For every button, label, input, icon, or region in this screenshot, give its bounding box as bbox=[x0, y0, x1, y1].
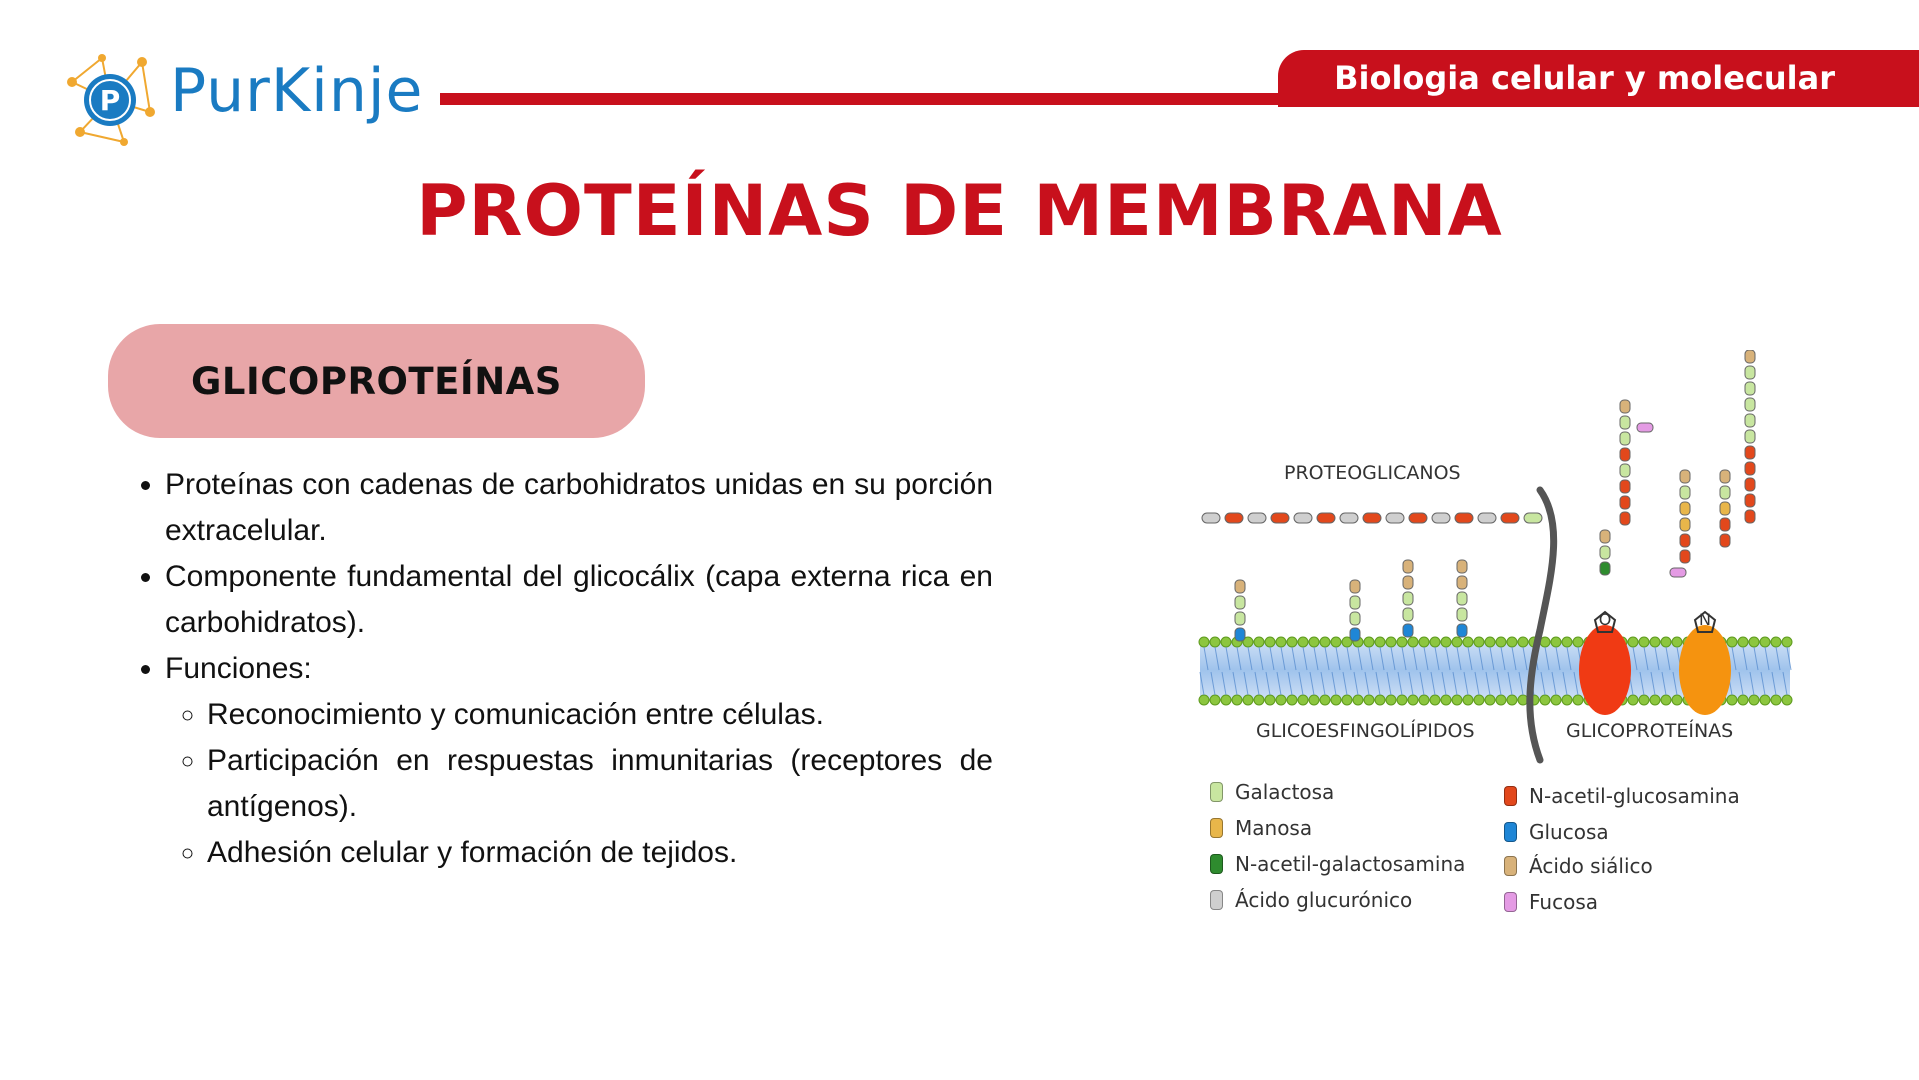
course-tab-label: Biologia celular y molecular bbox=[1334, 59, 1835, 97]
sugar-unit bbox=[1720, 470, 1730, 483]
sugar-unit bbox=[1235, 612, 1245, 625]
n-link-label: N bbox=[1699, 610, 1711, 629]
sugar-unit bbox=[1620, 480, 1630, 493]
sugar-unit bbox=[1432, 513, 1450, 523]
sugar-unit bbox=[1363, 513, 1381, 523]
lipid-head bbox=[1309, 637, 1319, 647]
section-pill-label: GLICOPROTEÍNAS bbox=[191, 359, 562, 403]
lipid-head bbox=[1408, 637, 1418, 647]
lipid-head bbox=[1628, 637, 1638, 647]
lipid-head bbox=[1463, 637, 1473, 647]
sugar-unit bbox=[1600, 562, 1610, 575]
lipid-head bbox=[1551, 695, 1561, 705]
sub-bullet-item: ◦ Reconocimiento y comunicación entre células. bbox=[207, 692, 993, 738]
lipid-head bbox=[1738, 695, 1748, 705]
sugar-unit bbox=[1637, 423, 1653, 432]
lipid-head bbox=[1199, 695, 1209, 705]
sugar-unit bbox=[1620, 496, 1630, 509]
lipid-head bbox=[1419, 695, 1429, 705]
sugar-unit bbox=[1248, 513, 1266, 523]
membrane-glycoprotein-figure bbox=[1180, 350, 1820, 914]
sugar-unit bbox=[1670, 568, 1686, 577]
sugar-unit bbox=[1680, 518, 1690, 531]
sugar-unit bbox=[1403, 624, 1413, 637]
lipid-head bbox=[1650, 695, 1660, 705]
lipid-head bbox=[1485, 637, 1495, 647]
glycoprotein-sugar-chains bbox=[1600, 350, 1755, 577]
bullet-item: • Proteínas con cadenas de carbohidratos unidas en su porción extracelular. bbox=[165, 462, 993, 554]
lipid-head bbox=[1672, 695, 1682, 705]
sugar-unit bbox=[1680, 550, 1690, 563]
sugar-unit bbox=[1457, 608, 1467, 621]
sugar-unit bbox=[1680, 470, 1690, 483]
sugar-unit bbox=[1350, 628, 1360, 641]
lipid-head bbox=[1364, 637, 1374, 647]
sugar-unit bbox=[1620, 448, 1630, 461]
sugar-unit bbox=[1620, 432, 1630, 445]
sugar-unit bbox=[1680, 502, 1690, 515]
lipid-head bbox=[1639, 637, 1649, 647]
lipid-head bbox=[1210, 695, 1220, 705]
sugar-unit bbox=[1745, 462, 1755, 475]
lipid-head bbox=[1485, 695, 1495, 705]
legend-acido-glucuronico: Ácido glucurónico bbox=[1210, 888, 1412, 912]
lipid-head bbox=[1749, 637, 1759, 647]
glycoprotein-o-linked bbox=[1579, 625, 1631, 715]
logo-wordmark: PurKinje bbox=[170, 56, 424, 126]
lipid-head bbox=[1782, 695, 1792, 705]
sugar-unit bbox=[1745, 494, 1755, 507]
lipid-head bbox=[1496, 637, 1506, 647]
lipid-head bbox=[1221, 637, 1231, 647]
sugar-unit bbox=[1478, 513, 1496, 523]
sugar-unit bbox=[1350, 612, 1360, 625]
sugar-unit bbox=[1235, 580, 1245, 593]
swatch bbox=[1210, 854, 1223, 874]
sugar-unit bbox=[1386, 513, 1404, 523]
lipid-head bbox=[1474, 637, 1484, 647]
sugar-unit bbox=[1720, 486, 1730, 499]
sugar-unit bbox=[1600, 546, 1610, 559]
sugar-unit bbox=[1455, 513, 1473, 523]
bullet-item bbox=[165, 646, 993, 876]
legend-n-acetil-galactosamina: N-acetil-galactosamina bbox=[1210, 852, 1465, 876]
lipid-head bbox=[1650, 637, 1660, 647]
lipid-head bbox=[1771, 637, 1781, 647]
sub-bullet-item: ◦ Participación en respuestas inmunitarias (receptores de antígenos). bbox=[207, 738, 993, 830]
svg-text:P: P bbox=[99, 84, 121, 117]
lipid-head bbox=[1562, 637, 1572, 647]
lipid-head bbox=[1276, 695, 1286, 705]
swatch bbox=[1504, 856, 1517, 876]
sugar-unit bbox=[1294, 513, 1312, 523]
lipid-head bbox=[1738, 637, 1748, 647]
proteoglycan-chain bbox=[1202, 513, 1542, 523]
sugar-unit bbox=[1403, 592, 1413, 605]
sugar-unit bbox=[1620, 512, 1630, 525]
sugar-unit bbox=[1745, 350, 1755, 363]
legend-n-acetil-glucosamina: N-acetil-glucosamina bbox=[1504, 784, 1740, 808]
sugar-unit bbox=[1350, 580, 1360, 593]
lipid-head bbox=[1573, 637, 1583, 647]
lipid-head bbox=[1320, 637, 1330, 647]
swatch bbox=[1504, 892, 1517, 912]
proteoglycan-core-protein bbox=[1530, 490, 1554, 760]
swatch bbox=[1210, 782, 1223, 802]
lipid-head bbox=[1265, 695, 1275, 705]
sugar-unit bbox=[1317, 513, 1335, 523]
lipid-head bbox=[1298, 637, 1308, 647]
lipid-head bbox=[1375, 695, 1385, 705]
sugar-unit bbox=[1403, 560, 1413, 573]
sugar-unit bbox=[1524, 513, 1542, 523]
lipid-head bbox=[1452, 695, 1462, 705]
lipid-head bbox=[1199, 637, 1209, 647]
lipid-head bbox=[1287, 637, 1297, 647]
glycosphingolipid-chains bbox=[1235, 560, 1467, 641]
lipid-head bbox=[1639, 695, 1649, 705]
label-proteoglicanos: PROTEOGLICANOS bbox=[1284, 462, 1461, 484]
lipid-head bbox=[1496, 695, 1506, 705]
lipid-head bbox=[1287, 695, 1297, 705]
sugar-unit bbox=[1745, 446, 1755, 459]
section-pill bbox=[108, 324, 645, 438]
lipid-head bbox=[1386, 637, 1396, 647]
lipid-head bbox=[1661, 695, 1671, 705]
neuron-logo-icon bbox=[62, 52, 158, 148]
purkinje-logo bbox=[62, 52, 422, 152]
sugar-unit bbox=[1720, 502, 1730, 515]
sugar-unit bbox=[1403, 576, 1413, 589]
lipid-head bbox=[1320, 695, 1330, 705]
lipid-head bbox=[1771, 695, 1781, 705]
sugar-unit bbox=[1501, 513, 1519, 523]
sub-bullet-item: ◦ Adhesión celular y formación de tejidos. bbox=[207, 830, 993, 876]
lipid-head bbox=[1727, 695, 1737, 705]
lipid-head bbox=[1342, 695, 1352, 705]
lipid-head bbox=[1331, 695, 1341, 705]
legend-fucosa: Fucosa bbox=[1504, 890, 1598, 914]
bullet-item: • Componente fundamental del glicocálix (capa externa rica en carbohidratos). bbox=[165, 554, 993, 646]
lipid-head bbox=[1232, 695, 1242, 705]
sugar-unit bbox=[1235, 628, 1245, 641]
sugar-unit bbox=[1457, 592, 1467, 605]
sugar-unit bbox=[1745, 430, 1755, 443]
lipid-head bbox=[1452, 637, 1462, 647]
bullet-item-label: Funciones: bbox=[165, 652, 312, 685]
sugar-unit bbox=[1745, 478, 1755, 491]
lipid-head bbox=[1463, 695, 1473, 705]
sugar-unit bbox=[1745, 414, 1755, 427]
sugar-unit bbox=[1457, 624, 1467, 637]
sugar-unit bbox=[1680, 534, 1690, 547]
lipid-head bbox=[1276, 637, 1286, 647]
lipid-head bbox=[1397, 695, 1407, 705]
sugar-unit bbox=[1202, 513, 1220, 523]
swatch bbox=[1210, 818, 1223, 838]
lipid-head bbox=[1672, 637, 1682, 647]
sugar-unit bbox=[1340, 513, 1358, 523]
sugar-unit bbox=[1620, 464, 1630, 477]
lipid-head bbox=[1210, 637, 1220, 647]
swatch bbox=[1210, 890, 1223, 910]
lipid-head bbox=[1441, 695, 1451, 705]
sugar-unit bbox=[1745, 510, 1755, 523]
lipid-head bbox=[1375, 637, 1385, 647]
sugar-unit bbox=[1620, 416, 1630, 429]
lipid-head bbox=[1397, 637, 1407, 647]
sugar-unit bbox=[1457, 560, 1467, 573]
sugar-unit bbox=[1225, 513, 1243, 523]
lipid-head bbox=[1298, 695, 1308, 705]
lipid-head bbox=[1661, 637, 1671, 647]
lipid-head bbox=[1221, 695, 1231, 705]
lipid-head bbox=[1265, 637, 1275, 647]
sugar-unit bbox=[1350, 596, 1360, 609]
label-glicoproteinas: GLICOPROTEÍNAS bbox=[1566, 720, 1734, 742]
lipid-head bbox=[1540, 695, 1550, 705]
lipid-head bbox=[1430, 695, 1440, 705]
lipid-head bbox=[1782, 637, 1792, 647]
sugar-unit bbox=[1271, 513, 1289, 523]
sugar-unit bbox=[1409, 513, 1427, 523]
sugar-unit bbox=[1620, 400, 1630, 413]
lipid-head bbox=[1430, 637, 1440, 647]
sugar-unit bbox=[1403, 608, 1413, 621]
lipid-head bbox=[1507, 695, 1517, 705]
o-link-label: O bbox=[1598, 610, 1612, 629]
lipid-head bbox=[1573, 695, 1583, 705]
slide-title: PROTEÍNAS DE MEMBRANA bbox=[416, 170, 1503, 252]
legend-glucosa: Glucosa bbox=[1504, 820, 1609, 844]
lipid-head bbox=[1254, 637, 1264, 647]
lipid-head bbox=[1760, 637, 1770, 647]
sugar-unit bbox=[1745, 366, 1755, 379]
label-glicoesfingolipidos: GLICOESFINGOLÍPIDOS bbox=[1256, 720, 1475, 742]
lipid-head bbox=[1507, 637, 1517, 647]
sugar-unit bbox=[1745, 398, 1755, 411]
sugar-unit bbox=[1235, 596, 1245, 609]
sugar-unit bbox=[1720, 518, 1730, 531]
sugar-unit bbox=[1720, 534, 1730, 547]
swatch bbox=[1504, 786, 1517, 806]
glycoprotein-n-linked bbox=[1679, 625, 1731, 715]
lipid-head bbox=[1386, 695, 1396, 705]
swatch bbox=[1504, 822, 1517, 842]
bullet-list bbox=[135, 462, 993, 876]
legend-galactosa: Galactosa bbox=[1210, 780, 1334, 804]
lipid-head bbox=[1408, 695, 1418, 705]
lipid-head bbox=[1518, 637, 1528, 647]
lipid-head bbox=[1760, 695, 1770, 705]
lipid-head bbox=[1727, 637, 1737, 647]
course-tab bbox=[1278, 50, 1919, 107]
lipid-head bbox=[1353, 695, 1363, 705]
lipid-head bbox=[1562, 695, 1572, 705]
lipid-head bbox=[1364, 695, 1374, 705]
sugar-unit bbox=[1600, 530, 1610, 543]
sugar-unit bbox=[1680, 486, 1690, 499]
lipid-head bbox=[1419, 637, 1429, 647]
lipid-head bbox=[1749, 695, 1759, 705]
lipid-head bbox=[1254, 695, 1264, 705]
lipid-head bbox=[1441, 637, 1451, 647]
membrane-diagram bbox=[1180, 350, 1820, 770]
lipid-head bbox=[1474, 695, 1484, 705]
lipid-head bbox=[1243, 695, 1253, 705]
sugar-unit bbox=[1457, 576, 1467, 589]
legend-manosa: Manosa bbox=[1210, 816, 1312, 840]
lipid-head bbox=[1551, 637, 1561, 647]
lipid-head bbox=[1309, 695, 1319, 705]
lipid-head bbox=[1628, 695, 1638, 705]
legend-acido-sialico: Ácido siálico bbox=[1504, 854, 1653, 878]
sugar-unit bbox=[1745, 382, 1755, 395]
lipid-head bbox=[1331, 637, 1341, 647]
